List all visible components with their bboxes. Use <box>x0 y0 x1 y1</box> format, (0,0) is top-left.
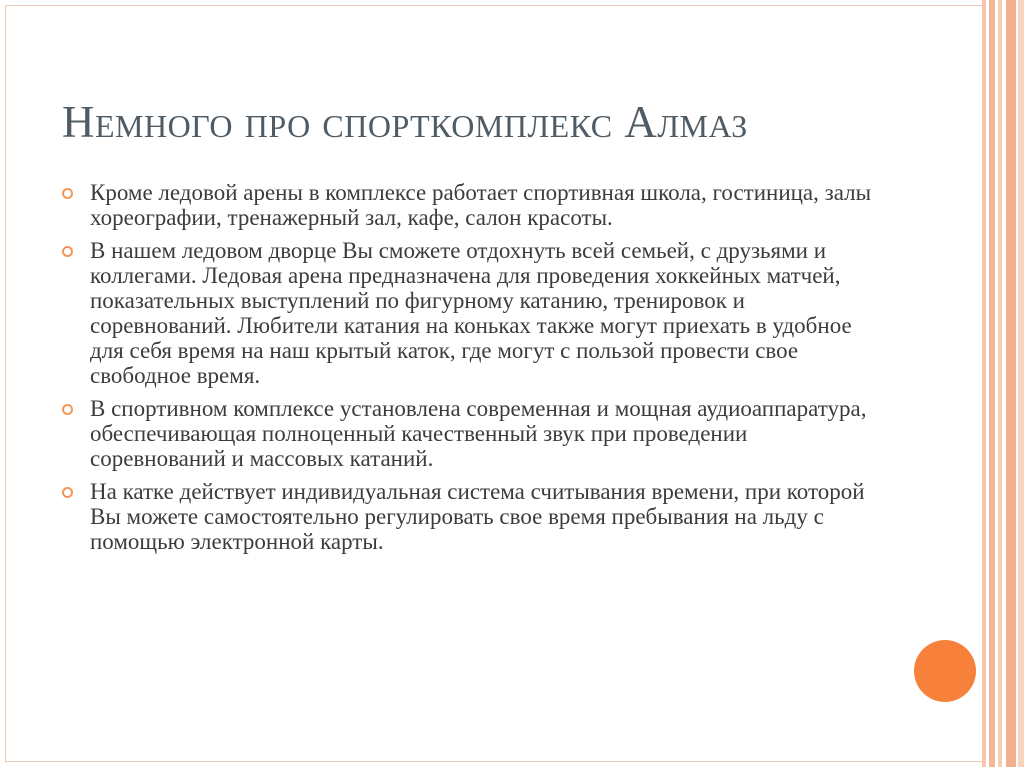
decorative-stripe <box>982 0 986 767</box>
bullet-circle-icon <box>62 487 73 498</box>
bullet-text: Кроме ледовой арены в комплексе работает спортивная школа, гостиница, залы хореографии, тренажерный зал, кафе, салон красоты. <box>90 180 872 230</box>
bullet-item <box>62 479 882 554</box>
bullet-text: В нашем ледовом дворце Вы сможете отдохнуть всей семьей, с друзьями и коллегами. Ледовая арена предназначена для проведения хоккейных матчей, показательных выступлений по фигурному катанию, тренировок и соревнований. Любители катания на коньках также могут приехать в удобное для себя время на наш крытый каток, где могут с пользой провести свое свободное время. <box>90 238 852 388</box>
decorative-stripe <box>1006 0 1016 767</box>
bullet-text: В спортивном комплексе установлена современная и мощная аудиоаппаратура, обеспечивающая полноценный качественный звук при проведении соревнований и массовых катаний. <box>90 396 867 471</box>
slide-title: Немного про спорткомплекс Алмаз <box>62 97 748 147</box>
decorative-stripe <box>998 0 1002 767</box>
decorative-circle-icon <box>914 640 976 702</box>
bullet-item <box>62 180 882 230</box>
bullet-item <box>62 396 882 471</box>
bullet-circle-icon <box>62 188 73 199</box>
decorative-stripe <box>1018 0 1024 767</box>
decorative-stripe <box>989 0 995 767</box>
bullet-list <box>62 180 882 562</box>
bullet-circle-icon <box>62 246 73 257</box>
bullet-circle-icon <box>62 404 73 415</box>
bullet-item <box>62 238 882 388</box>
bullet-text: На катке действует индивидуальная система считывания времени, при которой Вы можете самостоятельно регулировать свое время пребывания на льду с помощью электронной карты. <box>90 479 865 554</box>
